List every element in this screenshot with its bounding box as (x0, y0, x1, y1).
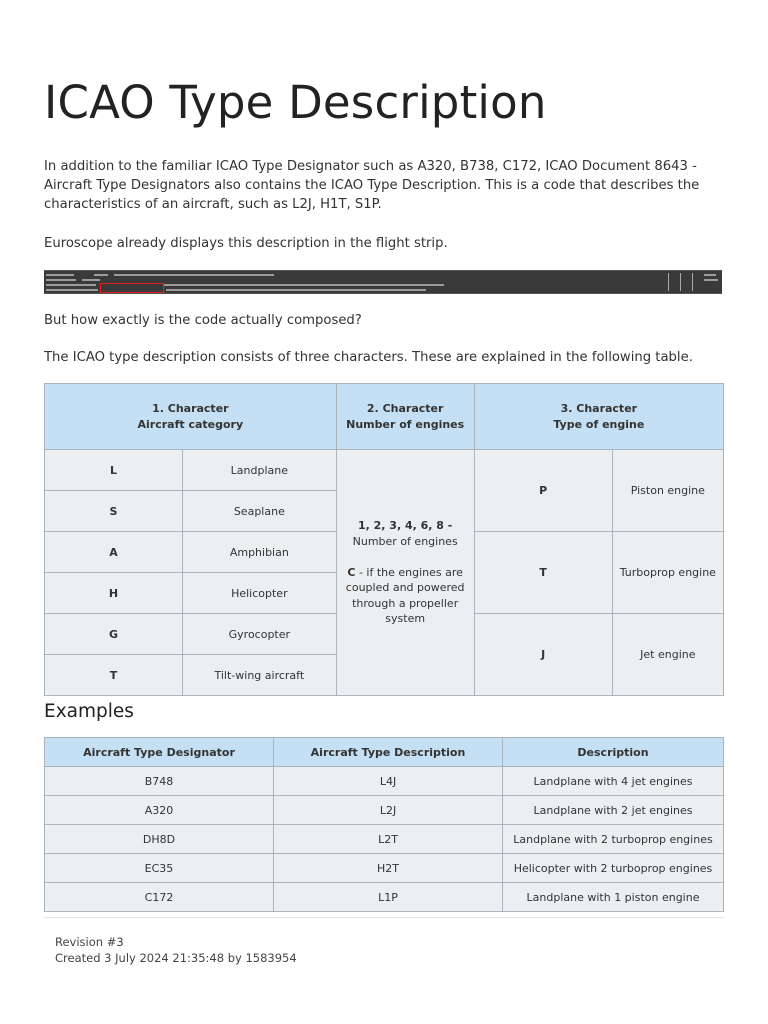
example-designator: DH8D (45, 825, 274, 854)
flight-strip-image (44, 270, 722, 294)
engine-type-code: P (474, 450, 612, 532)
euroscope-paragraph: Euroscope already displays this description in the flight strip. (44, 236, 448, 251)
example-description: Landplane with 4 jet engines (503, 767, 724, 796)
revision-created: Created 3 July 2024 21:35:48 by 1583954 (55, 951, 297, 965)
examples-header-type-description: Aircraft Type Description (274, 738, 503, 767)
question-paragraph: But how exactly is the code actually composed? (44, 313, 362, 328)
examples-header-row (45, 738, 724, 767)
example-designator: C172 (45, 883, 274, 912)
engine-type-code: J (474, 614, 612, 696)
category-code: A (45, 532, 183, 573)
revision-info (55, 934, 297, 966)
table-intro-paragraph: The ICAO type description consists of three characters. These are explained in the following table. (44, 350, 693, 365)
examples-header-designator: Aircraft Type Designator (45, 738, 274, 767)
example-description: Landplane with 1 piston engine (503, 883, 724, 912)
example-description: Helicopter with 2 turboprop engines (503, 854, 724, 883)
table-row (45, 450, 724, 491)
example-type-description: L1P (274, 883, 503, 912)
engine-type-label: Turboprop engine (612, 532, 723, 614)
composition-table (44, 383, 724, 696)
engine-type-code: T (474, 532, 612, 614)
category-code: G (45, 614, 183, 655)
table-row (45, 854, 724, 883)
divider (44, 917, 724, 918)
header-character-1: 1. Character Aircraft category (45, 384, 337, 450)
intro-paragraph: In addition to the familiar ICAO Type Designator such as A320, B738, C172, ICAO Document 8643 - Aircraft Type Designators also contains the ICAO Type Description. This is a code that describes the characteristics of an aircraft, such as L2J, H1T, S1P. (44, 159, 700, 212)
engine-type-label: Piston engine (612, 450, 723, 532)
table-row (45, 825, 724, 854)
category-label: Amphibian (183, 532, 337, 573)
example-type-description: H2T (274, 854, 503, 883)
table-row (45, 883, 724, 912)
example-type-description: L2J (274, 796, 503, 825)
category-label: Seaplane (183, 491, 337, 532)
category-label: Tilt-wing aircraft (183, 655, 337, 696)
highlight-box (100, 283, 164, 293)
category-label: Gyrocopter (183, 614, 337, 655)
examples-heading: Examples (44, 701, 134, 722)
page-title: ICAO Type Description (44, 76, 547, 129)
category-code: H (45, 573, 183, 614)
category-code: S (45, 491, 183, 532)
example-designator: B748 (45, 767, 274, 796)
table-row (45, 767, 724, 796)
engine-count-cell: 1, 2, 3, 4, 6, 8 - Number of engines C - if the engines are coupled and powered through a propeller system (336, 450, 474, 696)
header-character-2: 2. Character Number of engines (336, 384, 474, 450)
category-code: T (45, 655, 183, 696)
engine-type-label: Jet engine (612, 614, 723, 696)
examples-header-description: Description (503, 738, 724, 767)
category-label: Landplane (183, 450, 337, 491)
example-designator: EC35 (45, 854, 274, 883)
category-label: Helicopter (183, 573, 337, 614)
header-character-3: 3. Character Type of engine (474, 384, 723, 450)
revision-label: Revision #3 (55, 935, 124, 949)
examples-table (44, 737, 724, 912)
example-description: Landplane with 2 turboprop engines (503, 825, 724, 854)
example-type-description: L2T (274, 825, 503, 854)
table-header-row (45, 384, 724, 450)
example-type-description: L4J (274, 767, 503, 796)
table-row (45, 796, 724, 825)
example-designator: A320 (45, 796, 274, 825)
example-description: Landplane with 2 jet engines (503, 796, 724, 825)
category-code: L (45, 450, 183, 491)
